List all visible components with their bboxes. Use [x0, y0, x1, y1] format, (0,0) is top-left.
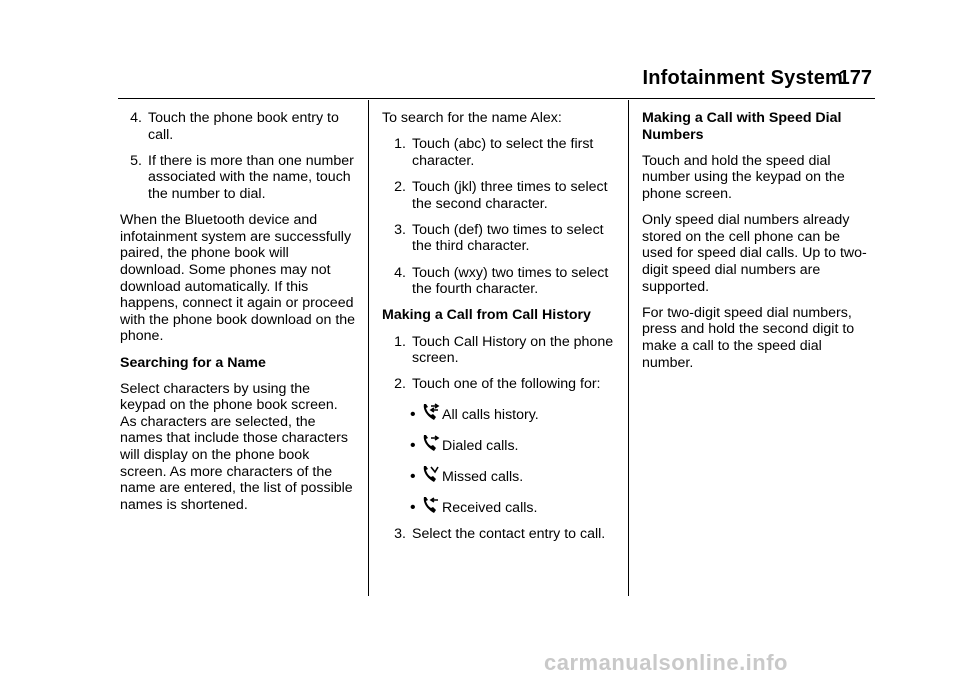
column-1: [120, 110, 356, 523]
step-number: 1.: [394, 136, 406, 153]
column-divider: [368, 100, 369, 596]
list-item: [382, 526, 620, 543]
section-heading: Searching for a Name: [120, 354, 266, 371]
list-item: [382, 136, 620, 169]
missed-calls-icon: [420, 464, 441, 485]
paragraph: For two-digit speed dial numbers, press and hold the second digit to make a call to the speed dial number.: [642, 304, 855, 371]
dialed-calls-icon: [420, 433, 441, 454]
column-2: [382, 110, 620, 553]
step-text: Touch one of the following for:: [412, 376, 601, 393]
paragraph: Touch and hold the speed dial number using the keypad on the phone screen.: [642, 152, 845, 202]
step-number: 4.: [130, 110, 142, 126]
paragraph: Only speed dial numbers already stored on the cell phone can be used for speed dial calls. Up to two-digit speed dial numbers are supported.: [642, 212, 867, 295]
list-item: [120, 153, 356, 203]
step-number: 3.: [394, 221, 406, 238]
step-text: Touch (abc) to select the first character.: [412, 136, 594, 169]
bullet-item: [410, 495, 620, 516]
paragraph: When the Bluetooth device and infotainment system are successfully paired, the phone book will download. Some phones may not download automatically. If this happens, connect it again or proceed with the phone book download on the phone.: [120, 212, 356, 345]
step-text: Select the contact entry to call.: [412, 526, 606, 543]
step-text: Touch (wxy) two times to select the fourth character.: [412, 264, 609, 298]
step-number: 3.: [394, 526, 406, 543]
column-3: [642, 110, 870, 381]
step-text: Touch (jkl) three times to select the second character.: [412, 178, 608, 212]
bullet-dot: •: [410, 499, 416, 517]
bullet-text: Received calls.: [442, 499, 538, 516]
section-heading: Making a Call with Speed Dial Numbers: [642, 110, 842, 143]
list-item: [382, 376, 620, 393]
step-text: If there is more than one number associated with the name, touch the number to dial.: [148, 152, 354, 202]
paragraph: To search for the name Alex:: [382, 110, 562, 126]
step-number: 5.: [130, 152, 142, 169]
step-number: 2.: [394, 178, 406, 195]
list-item: [382, 179, 620, 212]
received-calls-icon: [420, 495, 441, 516]
bullet-dot: •: [410, 468, 416, 486]
page-number: 177: [838, 67, 872, 89]
watermark: carmanualsonline.info: [544, 650, 788, 675]
all-calls-icon: [420, 402, 441, 423]
list-item: [382, 334, 620, 367]
list-item: [382, 265, 620, 298]
step-number: 1.: [394, 333, 406, 350]
bullet-dot: •: [410, 406, 416, 424]
step-number: 4.: [394, 264, 406, 281]
bullet-item: [410, 433, 620, 454]
bullet-text: Missed calls.: [442, 468, 524, 485]
step-text: Touch Call History on the phone screen.: [412, 333, 614, 367]
bullet-text: Dialed calls.: [442, 437, 519, 454]
step-text: Touch (def) two times to select the third character.: [412, 221, 604, 255]
bullet-text: All calls history.: [442, 406, 539, 423]
section-title: Infotainment System: [642, 67, 843, 89]
list-item: [382, 222, 620, 255]
column-divider: [628, 100, 629, 596]
step-number: 2.: [394, 376, 406, 393]
bullet-item: [410, 464, 620, 485]
section-heading: Making a Call from Call History: [382, 307, 591, 324]
bullet-dot: •: [410, 437, 416, 455]
header-rule: [118, 98, 875, 99]
bullet-item: [410, 402, 620, 423]
paragraph: Select characters by using the keypad on the phone book screen. As characters are selected, the names that include those characters will display on the phone book screen. As more characters of the name are entered, the list of possible names is shortened.: [120, 380, 353, 513]
step-text: Touch the phone book entry to call.: [148, 110, 339, 143]
list-item: [120, 110, 356, 143]
